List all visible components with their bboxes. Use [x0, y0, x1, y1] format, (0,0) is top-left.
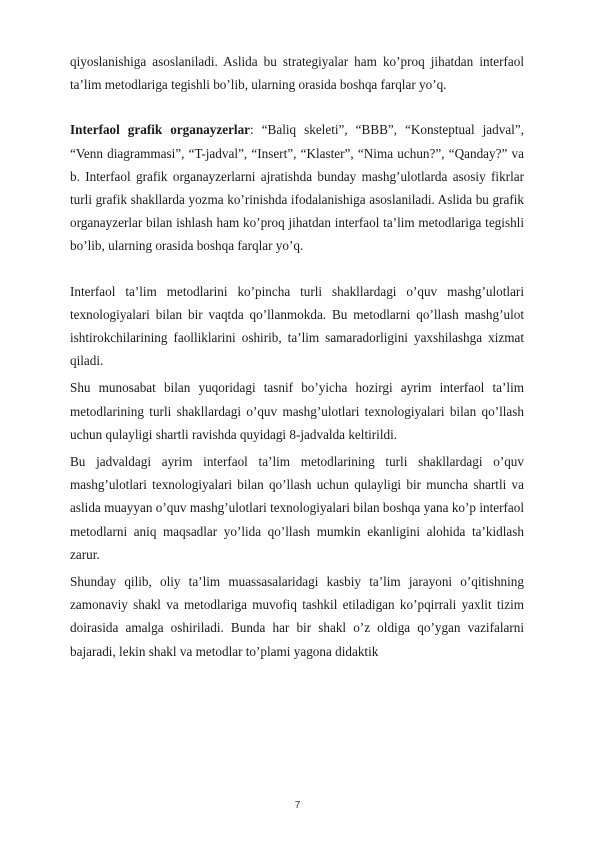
paragraph-2	[70, 118, 524, 257]
paragraph-6: Shunday qilib, oliy ta’lim muassasalaridagi kasbiy ta’lim jarayoni o’qitishning zamonaviy shakl va metodlariga muvofiq tashkil etiladigan ko’pqirrali yaxlit tizim doirasida amalga oshiriladi. Bunda har bir shakl o’z oldiga qo’ygan vazifalarni bajaradi, lekin shakl va metodlar to’plami yagona didaktik	[70, 574, 524, 659]
paragraph-4: Shu munosabat bilan yuqoridagi tasnif bo’yicha hozirgi ayrim interfaol ta’lim metodlarining turli shakllardagi o’quv mashg’ulotlari texnologiyalari bilan qo’llash uchun qulayligi shartli ravishda quyidagi 8-jadvalda keltirildi.	[70, 380, 524, 442]
paragraph-1: qiyoslanishiga asoslaniladi. Aslida bu strategiyalar ham ko’proq jihatdan interfaol ta’lim metodlariga tegishli bo’lib, ularning orasida boshqa farqlar yo’q.	[70, 54, 524, 93]
page-number: 7	[294, 800, 301, 811]
page-body	[70, 50, 524, 663]
section-heading-inline: Interfaol grafik organayzerlar	[70, 122, 251, 138]
paragraph-2-text: : “Baliq skeleti”, “BBB”, “Konsteptual jadval”, “Venn diagrammasi”, “T-jadval”, “Insert”, “Klaster”, “Nima uchun?”, “Qanday?” va b. Interfaol grafik organayzerlarni ajratishda bunday mashg’ulotlarda asosiy fikrlar turli grafik shakllarda yozma ko’rinishda ifodalanishiga asoslaniladi. Aslida bu grafik organayzerlar bilan ishlash ham ko’proq jihatdan interfaol ta’lim metodlariga tegishli bo’lib, ularning orasida boshqa farqlar yo’q.	[70, 122, 524, 254]
paragraph-3: Interfaol ta’lim metodlarini ko’pincha turli shakllardagi o’quv mashg’ulotlari texnologiyalari bilan bir vaqtda qo’llanmokda. Bu metodlarni qo’llash mashg’ulot ishtirokchilarining faolliklarini oshirib, ta’lim samaradorligini yaxshilashga xizmat qiladi.	[70, 283, 524, 369]
paragraph-5: Bu jadvaldagi ayrim interfaol ta’lim metodlarining turli shakllardagi o’quv mashg’ulotlari texnologiyalari bilan qo’llash uchun qulayligi bir muncha shartli va aslida muayyan o’quv mashg’ulotlari texnologiyalari bilan boshqa yana ko’p interfaol metodlarni aniq maqsadlar yo’lida qo’llash mumkin ekanligini alohida ta’kidlash zarur.	[70, 454, 524, 562]
